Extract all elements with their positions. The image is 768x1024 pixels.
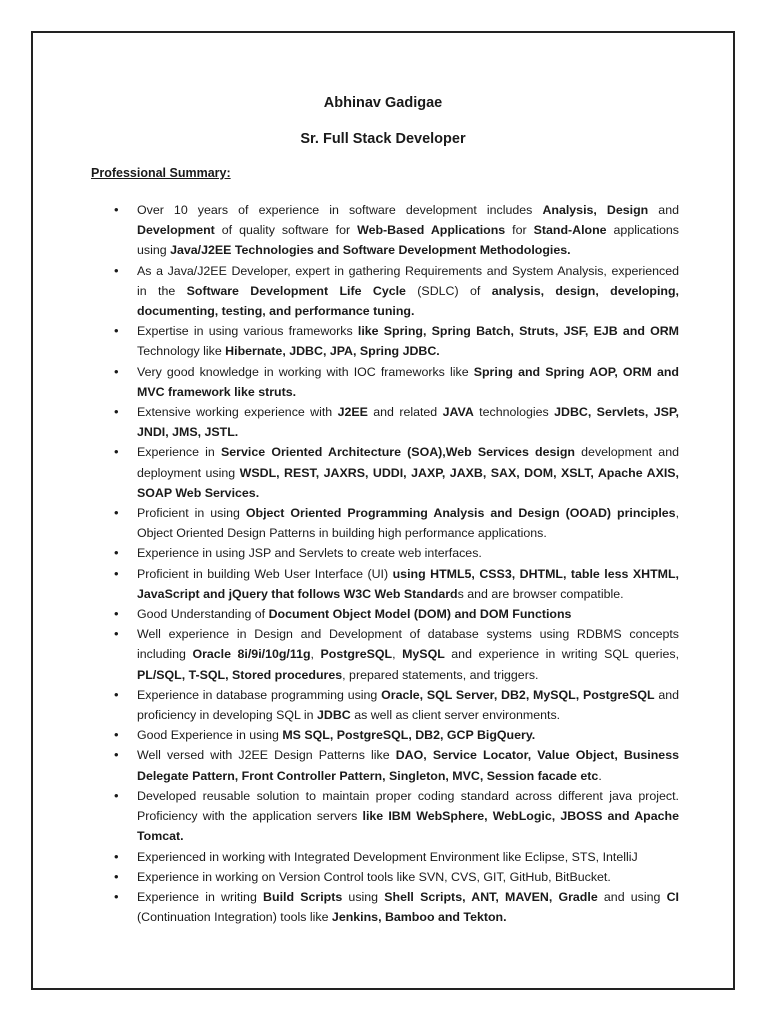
bullet-text: , [392, 647, 403, 662]
bullet-bold-text: analysis, design, developing, documenting, testing, and performance tuning. [137, 283, 679, 319]
bullet-bold-text: Software Development Life Cycle [186, 283, 406, 298]
bullet-text: (SDLC) of [405, 283, 492, 298]
summary-bullet [137, 745, 679, 785]
bullet-text: Good Experience in using [137, 728, 283, 743]
bullet-text: Experience in database programming using [137, 687, 382, 702]
bullet-text: Well experience in Design and Development of database systems using RDBMS concepts including [137, 627, 679, 662]
summary-bullet [137, 543, 679, 563]
bullet-bold-text: Document Object Model (DOM) and DOM Functions [268, 607, 572, 622]
bullet-bold-text: PostgreSQL [320, 647, 393, 662]
bullet-text: Expertise in using various frameworks [137, 324, 358, 339]
bullet-bold-text: MySQL [402, 647, 445, 662]
bullet-text: development and deployment using [137, 445, 679, 480]
summary-bullet [137, 786, 679, 847]
bullet-text: , [310, 647, 321, 662]
bullet-text: Technology like [137, 344, 226, 359]
summary-bullet [137, 442, 679, 503]
bullet-text: Extensive working experience with [137, 405, 338, 420]
bullet-bold-text: Analysis, Design [542, 203, 649, 217]
bullet-text: Developed reusable solution to maintain proper coding standard across different java project. Proficiency with the application servers [137, 788, 679, 824]
summary-bullet [137, 402, 679, 442]
bullet-bold-text: JAVA [442, 405, 474, 420]
bullet-text: applications using [137, 223, 679, 258]
bullet-text: Well versed with J2EE Design Patterns like [137, 748, 396, 763]
summary-bullet [137, 685, 679, 725]
candidate-name: Abhinav Gadigae [323, 95, 443, 111]
summary-bullet [137, 867, 679, 887]
bullet-text: using [342, 889, 385, 904]
bullet-text: (Continuation Integration) tools like [137, 910, 332, 925]
bullet-bold-text: using HTML5, CSS3, DHTML, table less XHTML, JavaScript and jQuery that follows W3C Web Standard [137, 566, 679, 601]
bullet-text: Experience in [137, 445, 222, 460]
bullet-bold-text: Spring and Spring AOP, ORM and MVC framework like struts. [137, 364, 679, 399]
bullet-bold-text: WSDL, REST, JAXRS, UDDI, JAXP, JAXB, SAX, DOM, XSLT, Apache AXIS, SOAP Web Services. [137, 465, 679, 500]
bullet-text: Experience in working on Version Control tools like SVN, CVS, GIT, GitHub, BitBucket. [137, 869, 611, 884]
bullet-bold-text: PL/SQL, T-SQL, Stored procedures [137, 667, 343, 682]
bullet-bold-text: MS SQL, PostgreSQL, DB2, GCP BigQuery. [282, 728, 536, 743]
bullet-bold-text: Build Scripts [263, 889, 343, 904]
bullet-text: for [505, 223, 534, 238]
bullet-bold-text: Development [137, 223, 215, 238]
bullet-bold-text: Object Oriented Programming Analysis and Design (OOAD) principles [245, 506, 676, 521]
summary-bullet [137, 725, 679, 745]
bullet-text: technologies [473, 405, 555, 420]
bullet-bold-text: Shell Scripts, ANT, MAVEN, Gradle [384, 889, 598, 904]
bullet-bold-text: like Spring, Spring Batch, Struts, JSF, EJB and ORM [357, 324, 679, 339]
summary-bullet [137, 503, 679, 543]
section-heading-professional-summary: Professional Summary: [91, 166, 231, 180]
bullet-text: and experience in writing SQL queries, [444, 647, 680, 662]
bullet-text: of quality software for [214, 223, 358, 238]
bullet-text: and proficiency in developing SQL in [137, 687, 679, 723]
bullet-bold-text: DAO, Service Locator, Value Object, Business Delegate Pattern, Front Controller Pattern, Singleton, MVC, Session facade etc [137, 748, 679, 783]
resume-page [31, 31, 735, 990]
bullet-text: . [598, 768, 602, 783]
bullet-text: Experience in writing [137, 889, 264, 904]
summary-bullet [137, 847, 679, 867]
bullet-text: As a Java/J2EE Developer, expert in gathering Requirements and System Analysis, experienced in the [137, 263, 679, 298]
summary-bullet [137, 321, 679, 361]
bullet-bold-text: Oracle 8i/9i/10g/11g [192, 647, 311, 662]
summary-bullet [137, 887, 679, 927]
bullet-bold-text: Stand-Alone [533, 223, 607, 238]
bullet-bold-text: Jenkins, Bamboo and Tekton. [331, 910, 507, 925]
bullet-text: Good Understanding of [137, 607, 269, 622]
bullet-text: Experienced in working with Integrated Development Environment like Eclipse, STS, IntelliJ [137, 849, 638, 864]
bullet-text: Experience in using JSP and Servlets to create web interfaces. [137, 546, 482, 561]
bullet-bold-text: Hibernate, JDBC, JPA, Spring JDBC. [225, 344, 440, 359]
bullet-bold-text: Oracle, SQL Server, DB2, MySQL, PostgreSQL [381, 687, 655, 702]
bullet-text: as well as client server environments. [350, 708, 561, 723]
bullet-text: and using [597, 889, 667, 904]
bullet-text: Proficient in using [137, 506, 246, 521]
bullet-bold-text: Service Oriented Architecture (SOA),Web Services design [221, 445, 575, 460]
bullet-text: and [648, 203, 679, 217]
bullet-bold-text: JDBC [317, 708, 351, 723]
bullet-text: Over 10 years of experience in software development includes [137, 203, 543, 217]
summary-bullet [137, 261, 679, 322]
summary-bullet [137, 604, 679, 624]
bullet-text: , Object Oriented Design Patterns in building high performance applications. [137, 506, 680, 541]
summary-bullet [137, 362, 679, 402]
bullet-bold-text: J2EE [337, 405, 368, 420]
bullet-bold-text: like IBM WebSphere, WebLogic, JBOSS and Apache Tomcat. [137, 809, 679, 844]
summary-bullet [137, 200, 679, 261]
bullet-bold-text: CI [666, 889, 680, 904]
summary-bullet [137, 564, 679, 604]
bullet-text: Very good knowledge in working with IOC frameworks like [137, 364, 474, 379]
job-title: Sr. Full Stack Developer [300, 131, 466, 147]
bullet-text: and related [367, 405, 443, 420]
bullet-text: Proficient in building Web User Interface (UI) [137, 566, 393, 581]
bullet-text: s and are browser compatible. [457, 586, 624, 601]
bullet-text: , prepared statements, and triggers. [342, 667, 539, 682]
summary-bullet [137, 624, 679, 685]
bullet-bold-text: Java/J2EE Technologies and Software Development Methodologies. [170, 243, 571, 258]
bullet-bold-text: JDBC, Servlets, JSP, JNDI, JMS, JSTL. [137, 405, 679, 440]
bullet-bold-text: Web-Based Applications [357, 223, 506, 238]
summary-bullet-list [137, 200, 679, 927]
